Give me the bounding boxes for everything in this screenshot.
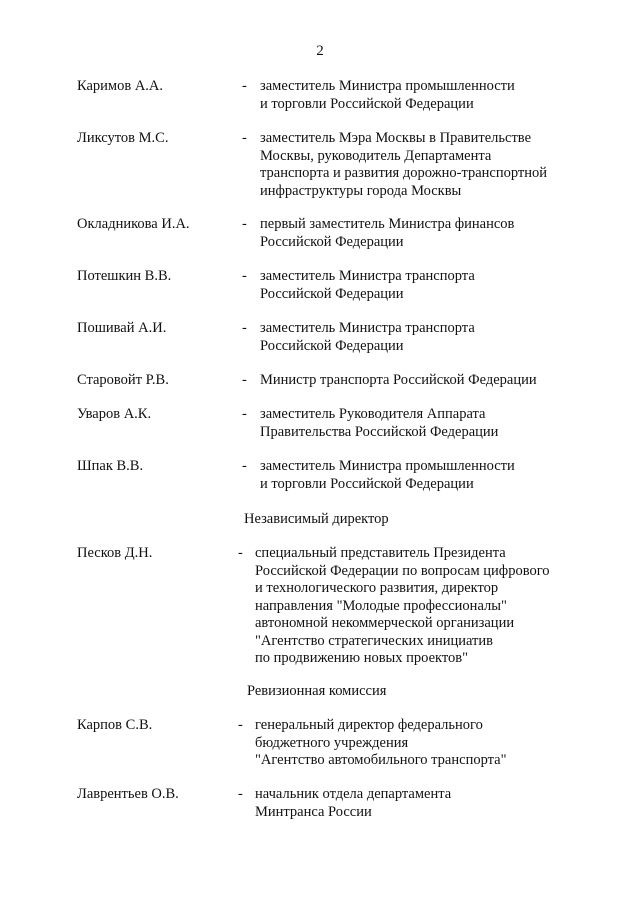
member-name: Каримов А.А. bbox=[77, 78, 164, 94]
role-line: Москвы, руководитель Департамента bbox=[260, 147, 492, 164]
member-role bbox=[260, 78, 515, 113]
role-line: начальник отдела департамента bbox=[255, 786, 452, 802]
role-line: специальный представитель Президента bbox=[255, 545, 506, 561]
role-line: инфраструктуры города Москвы bbox=[260, 182, 462, 199]
member-role bbox=[260, 130, 547, 200]
role-line: Российской Федерации bbox=[260, 337, 404, 354]
role-line: Министр транспорта Российской Федерации bbox=[260, 372, 537, 388]
role-line: заместитель Мэра Москвы в Правительстве bbox=[260, 130, 532, 146]
role-line: автономной некоммерческой организации bbox=[255, 615, 515, 631]
member-name: Песков Д.Н. bbox=[77, 545, 153, 561]
role-line: направления "Молодые профессионалы" bbox=[255, 597, 507, 614]
role-line: заместитель Руководителя Аппарата bbox=[260, 406, 486, 422]
member-name: Уваров А.К. bbox=[77, 406, 152, 422]
member-role bbox=[255, 545, 550, 668]
page-number: 2 bbox=[316, 43, 324, 59]
dash-separator: - bbox=[242, 372, 247, 388]
role-line: "Агентство стратегических инициатив bbox=[255, 632, 493, 649]
role-line: бюджетного учреждения bbox=[255, 734, 409, 751]
role-line: транспорта и развития дорожно-транспортной bbox=[260, 165, 548, 181]
dash-separator: - bbox=[242, 130, 247, 146]
section-heading-audit-commission: Ревизионная комиссия bbox=[247, 683, 387, 699]
role-line: заместитель Министра промышленности bbox=[260, 458, 515, 474]
dash-separator: - bbox=[238, 786, 243, 802]
member-name: Потешкин В.В. bbox=[77, 268, 172, 284]
member-name: Окладникова И.А. bbox=[77, 216, 190, 232]
role-line: Минтранса России bbox=[255, 803, 372, 820]
member-role bbox=[255, 786, 451, 821]
role-line: и технологического развития, директор bbox=[255, 580, 499, 596]
dash-separator: - bbox=[242, 268, 247, 284]
role-line: генеральный директор федерального bbox=[255, 717, 483, 733]
member-role bbox=[260, 216, 514, 251]
member-name: Лаврентьев О.В. bbox=[77, 786, 179, 802]
member-name: Ликсутов М.С. bbox=[77, 130, 169, 146]
role-line: заместитель Министра транспорта bbox=[260, 320, 475, 336]
role-line: Правительства Российской Федерации bbox=[260, 423, 499, 440]
member-role bbox=[260, 406, 498, 441]
role-line: Российской Федерации bbox=[260, 285, 404, 302]
role-line: Российской Федерации bbox=[260, 233, 404, 250]
member-name: Старовойт Р.В. bbox=[77, 372, 169, 388]
role-line: первый заместитель Министра финансов bbox=[260, 216, 515, 232]
member-name: Карпов С.В. bbox=[77, 717, 153, 733]
role-line: заместитель Министра транспорта bbox=[260, 268, 475, 284]
member-name: Шпак В.В. bbox=[77, 458, 144, 474]
role-line: и торговли Российской Федерации bbox=[260, 95, 474, 112]
role-line: "Агентство автомобильного транспорта" bbox=[255, 752, 507, 768]
member-name: Пошивай А.И. bbox=[77, 320, 167, 336]
dash-separator: - bbox=[242, 216, 247, 232]
dash-separator: - bbox=[242, 458, 247, 474]
role-line: заместитель Министра промышленности bbox=[260, 78, 515, 94]
member-role bbox=[255, 717, 507, 770]
dash-separator: - bbox=[242, 320, 247, 336]
member-role bbox=[260, 268, 475, 303]
section-heading-independent-director: Независимый директор bbox=[244, 511, 389, 527]
dash-separator: - bbox=[238, 545, 243, 561]
member-role bbox=[260, 320, 475, 355]
role-line: по продвижению новых проектов" bbox=[255, 650, 469, 666]
member-role bbox=[260, 458, 515, 493]
dash-separator: - bbox=[242, 406, 247, 422]
member-role bbox=[260, 372, 537, 390]
role-line: и торговли Российской Федерации bbox=[260, 475, 474, 492]
dash-separator: - bbox=[238, 717, 243, 733]
dash-separator: - bbox=[242, 78, 247, 94]
role-line: Российской Федерации по вопросам цифрового bbox=[255, 562, 550, 579]
